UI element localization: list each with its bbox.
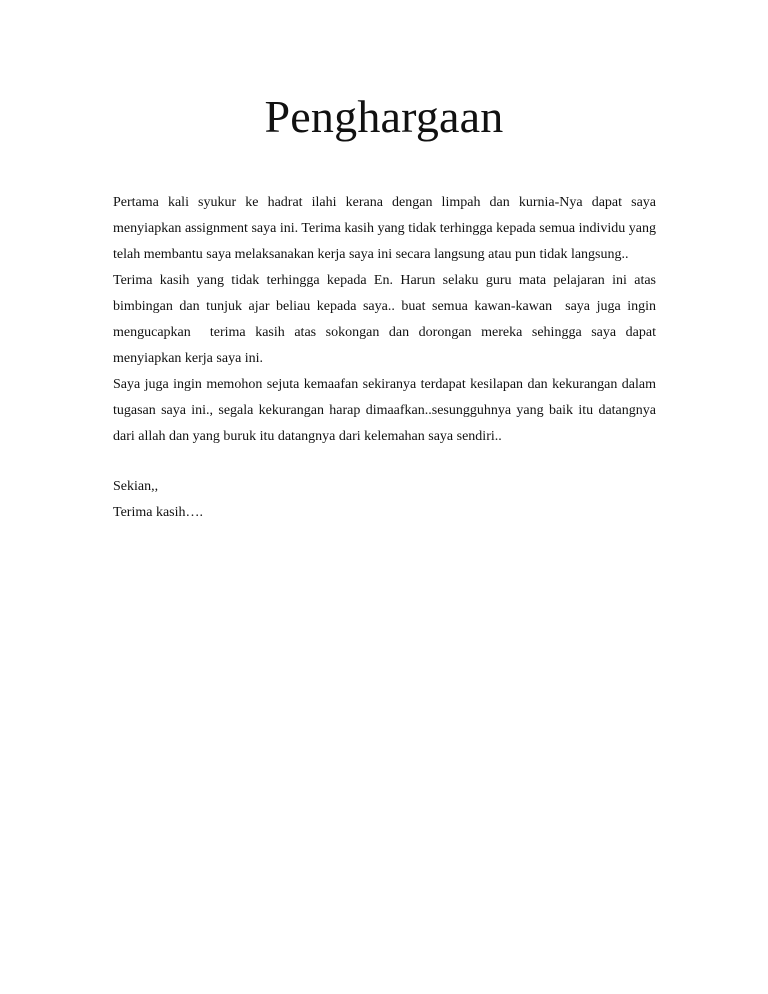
paragraph-apology: Saya juga ingin memohon sejuta kemaafan sekiranya terdapat kesilapan dan kekurangan dalam tugasan saya ini., segala kekurangan harap dimaafkan..sesungguhnya yang baik itu datangnya dari allah dan yang buruk itu datangnya dari kelemahan saya sendiri..: [113, 377, 660, 444]
closing-line-1: Sekian,,: [113, 479, 159, 494]
paragraph-gratitude: Pertama kali syukur ke hadrat ilahi kerana dengan limpah dan kurnia-Nya dapat saya menyiapkan assignment saya ini. Terima kasih yang tidak terhingga kepada semua individu yang telah membantu saya melaksanakan kerja saya ini secara langsung atau pun tidak langsung..: [113, 195, 660, 262]
page-title: Penghargaan: [264, 91, 504, 142]
document-body: [113, 190, 660, 526]
closing-line-2: Terima kasih….: [113, 505, 203, 520]
paragraph-spacer: [113, 450, 656, 474]
paragraph-thanks-teacher: Terima kasih yang tidak terhingga kepada En. Harun selaku guru mata pelajaran ini atas bimbingan dan tunjuk ajar beliau kepada saya.. buat semua kawan-kawan saya juga ingin mengucapkan terima kasih atas sokongan dan dorongan mereka sehingga saya dapat menyiapkan kerja saya ini.: [113, 273, 660, 366]
